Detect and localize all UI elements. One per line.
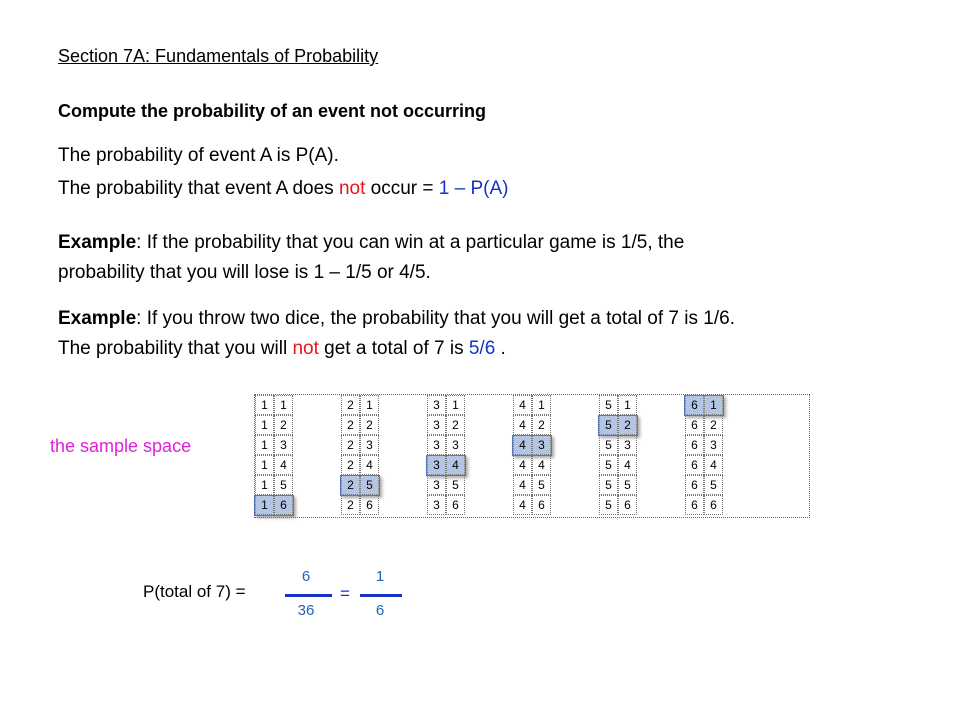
sample-cell: 4 (618, 455, 637, 475)
sample-cell: 2 (341, 395, 360, 415)
complement-formula: 1 – P(A) (438, 178, 509, 199)
sample-cell: 6 (685, 455, 704, 475)
sample-cell: 2 (446, 415, 465, 435)
sample-cell: 3 (427, 415, 446, 435)
sample-cell: 1 (255, 495, 274, 515)
probability-label: P(total of 7) = (143, 582, 246, 601)
group-spacer (293, 415, 341, 435)
sample-cell: 5 (446, 475, 465, 495)
sample-cell: 1 (255, 475, 274, 495)
group-spacer (551, 455, 599, 475)
sample-cell: 5 (599, 435, 618, 455)
sample-cell: 2 (341, 475, 360, 495)
sample-cell: 3 (427, 435, 446, 455)
sample-cell: 5 (599, 395, 618, 415)
group-spacer (723, 395, 771, 415)
sample-cell: 2 (274, 415, 293, 435)
example2-label: Example (58, 308, 137, 329)
group-spacer (723, 495, 771, 515)
sample-cell: 6 (685, 415, 704, 435)
sample-cell: 4 (360, 455, 379, 475)
rule-line-2 (58, 178, 509, 200)
sample-cell: 5 (274, 475, 293, 495)
sample-cell: 6 (685, 395, 704, 415)
sample-cell: 4 (513, 455, 532, 475)
sample-cell: 4 (513, 395, 532, 415)
sample-cell: 4 (274, 455, 293, 475)
sample-cell: 5 (704, 475, 723, 495)
rule-line-2-text: The probability that event A does (58, 178, 339, 199)
example1-text: : If the probability that you can win at a particular game is 1/5, the (136, 232, 685, 253)
group-spacer (465, 495, 513, 515)
group-spacer (293, 395, 341, 415)
sample-cell: 2 (618, 415, 637, 435)
group-spacer (637, 495, 685, 515)
rule-line-1: The probability of event A is P(A). (58, 145, 339, 166)
example2-line-2-text: The probability that you will (58, 338, 293, 359)
group-spacer (379, 395, 427, 415)
group-spacer (379, 495, 427, 515)
group-spacer (551, 475, 599, 495)
example1-label: Example (58, 232, 137, 253)
sample-cell: 4 (513, 495, 532, 515)
group-spacer (637, 415, 685, 435)
sample-cell: 4 (446, 455, 465, 475)
not-word: not (338, 178, 366, 199)
sample-cell: 1 (618, 395, 637, 415)
group-spacer (723, 455, 771, 475)
sample-cell: 2 (341, 495, 360, 515)
sample-cell: 2 (341, 415, 360, 435)
sample-cell: 1 (255, 435, 274, 455)
sample-cell: 1 (255, 395, 274, 415)
not-word-2: not (292, 338, 319, 359)
example2-line-2-end: . (495, 338, 506, 359)
sample-cell: 1 (255, 415, 274, 435)
example1-line-1 (58, 232, 684, 254)
sample-cell: 6 (360, 495, 379, 515)
group-spacer (293, 495, 341, 515)
group-spacer (637, 395, 685, 415)
sample-cell: 5 (599, 495, 618, 515)
sample-cell: 1 (532, 395, 551, 415)
sample-cell: 1 (255, 455, 274, 475)
group-spacer (551, 395, 599, 415)
fraction1-bar (285, 594, 332, 597)
sample-cell: 1 (360, 395, 379, 415)
group-spacer (379, 455, 427, 475)
sample-cell: 6 (685, 475, 704, 495)
sample-cell: 5 (360, 475, 379, 495)
equals-sign: = (340, 584, 350, 603)
example2-text: : If you throw two dice, the probability that you will get a total of 7 is 1/6. (136, 308, 735, 329)
sample-cell: 6 (685, 435, 704, 455)
sample-cell: 3 (532, 435, 551, 455)
section-title: Section 7A: Fundamentals of Probability (58, 46, 379, 66)
sample-cell: 4 (513, 415, 532, 435)
fraction1-numerator: 6 (301, 568, 311, 585)
sample-cell: 2 (532, 415, 551, 435)
example1-line-2: probability that you will lose is 1 – 1/5 or 4/5. (58, 262, 431, 283)
sample-cell: 6 (532, 495, 551, 515)
sample-cell: 2 (341, 455, 360, 475)
sample-cell: 3 (427, 395, 446, 415)
group-spacer (293, 475, 341, 495)
group-spacer (293, 455, 341, 475)
group-spacer (465, 435, 513, 455)
sample-cell: 4 (532, 455, 551, 475)
sample-cell: 4 (513, 475, 532, 495)
answer-value: 5/6 (468, 338, 496, 359)
fraction2-numerator: 1 (375, 568, 385, 585)
example2-line-2-mid: get a total of 7 is (318, 338, 469, 359)
sample-cell: 3 (427, 455, 446, 475)
sample-cell: 3 (360, 435, 379, 455)
sample-cell: 3 (704, 435, 723, 455)
fraction1-denominator: 36 (297, 602, 315, 619)
sample-cell: 4 (704, 455, 723, 475)
fraction2-bar (360, 594, 402, 597)
sample-cell: 4 (513, 435, 532, 455)
sample-cell: 2 (360, 415, 379, 435)
group-spacer (723, 415, 771, 435)
group-spacer (465, 455, 513, 475)
group-spacer (465, 475, 513, 495)
sample-cell: 5 (599, 475, 618, 495)
group-spacer (379, 475, 427, 495)
sample-space-label: the sample space (50, 436, 192, 456)
sample-cell: 3 (618, 435, 637, 455)
sample-cell: 5 (618, 475, 637, 495)
sample-cell: 6 (685, 495, 704, 515)
group-spacer (379, 435, 427, 455)
group-spacer (465, 395, 513, 415)
sample-cell: 5 (599, 415, 618, 435)
sample-cell: 5 (599, 455, 618, 475)
sample-cell: 5 (532, 475, 551, 495)
fraction2-denominator: 6 (375, 602, 385, 619)
sample-space-grid (254, 394, 810, 518)
sample-cell: 6 (704, 495, 723, 515)
group-spacer (723, 435, 771, 455)
sample-cell: 6 (274, 495, 293, 515)
group-spacer (551, 495, 599, 515)
group-spacer (637, 475, 685, 495)
sample-cell: 3 (274, 435, 293, 455)
sample-cell: 3 (427, 495, 446, 515)
sample-cell: 1 (274, 395, 293, 415)
sample-cell: 1 (446, 395, 465, 415)
group-spacer (379, 415, 427, 435)
sample-cell: 6 (446, 495, 465, 515)
group-spacer (293, 435, 341, 455)
group-spacer (637, 455, 685, 475)
rule-line-2-mid: occur = (365, 178, 439, 199)
subtitle: Compute the probability of an event not occurring (58, 101, 487, 121)
sample-cell: 2 (704, 415, 723, 435)
example2-line-2 (58, 338, 506, 360)
sample-cell: 3 (427, 475, 446, 495)
example2-line-1 (58, 308, 735, 330)
group-spacer (637, 435, 685, 455)
group-spacer (551, 415, 599, 435)
sample-cell: 1 (704, 395, 723, 415)
sample-cell: 6 (618, 495, 637, 515)
sample-cell: 3 (446, 435, 465, 455)
group-spacer (465, 415, 513, 435)
group-spacer (551, 435, 599, 455)
group-spacer (723, 475, 771, 495)
sample-cell: 2 (341, 435, 360, 455)
